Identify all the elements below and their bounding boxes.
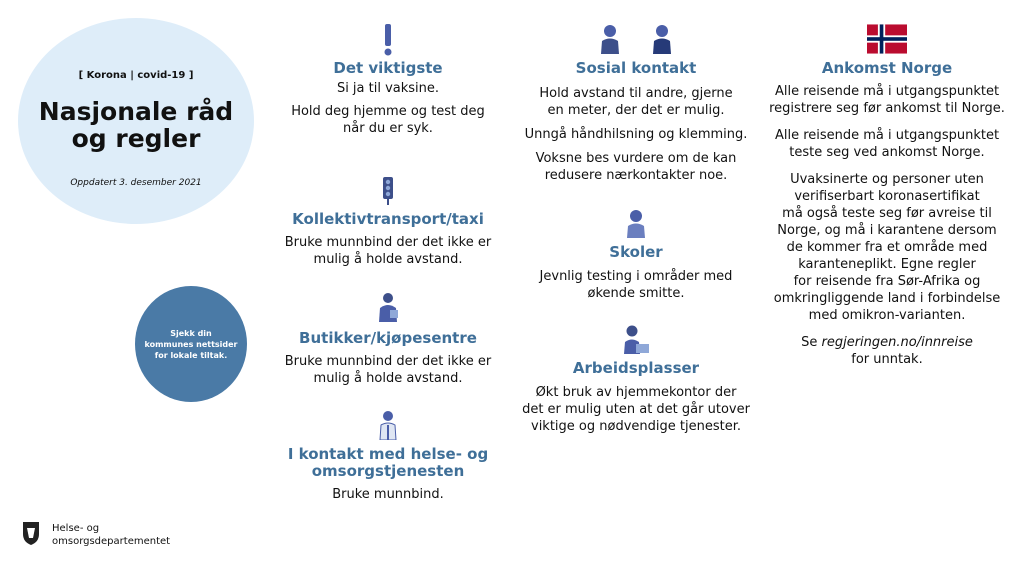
section-text (520, 150, 752, 184)
shopper-icon (282, 292, 494, 322)
section-work (520, 322, 752, 435)
text-line: teste seg ved ankomst Norge. (789, 145, 985, 160)
heading-line: omsorgstjenesten (311, 462, 465, 480)
text-line: Alle reisende må i utgangspunktet (774, 128, 1000, 143)
section-text (762, 127, 1012, 161)
local-note-line3: for lokale tiltak. (154, 350, 228, 360)
student-icon (520, 206, 752, 238)
text-line: for unntak. (851, 352, 923, 367)
section-text (520, 268, 752, 302)
exclamation-icon (282, 22, 494, 56)
section-heading: Skoler (609, 243, 663, 261)
section-arrival (762, 22, 1012, 368)
text-line: verifiserbart koronasertifikat (794, 189, 980, 204)
section-important (282, 22, 494, 137)
text-line: Se (801, 335, 822, 350)
section-text (520, 85, 752, 119)
norway-flag-icon (762, 22, 1012, 54)
text-line: Økt bruk av hjemmekontor der (535, 385, 737, 400)
doctor-icon (282, 410, 494, 440)
section-text: Bruke munnbind. (332, 487, 444, 502)
section-text (282, 103, 494, 137)
section-text: Unngå håndhilsning og klemming. (524, 127, 748, 142)
section-text (520, 384, 752, 435)
ministry-line2: omsorgsdepartementet (52, 536, 171, 547)
section-text (282, 234, 494, 268)
ministry-line1: Helse- og (52, 523, 100, 534)
text-line: Alle reisende må i utgangspunktet (774, 84, 1000, 99)
page-title-line1: Nasjonale råd (38, 97, 234, 126)
two-people-icon (520, 22, 752, 54)
traffic-light-icon (282, 175, 494, 205)
section-heading: Kollektivtransport/taxi (292, 210, 484, 228)
text-line: mulig å holde avstand. (313, 252, 463, 267)
section-heading: Arbeidsplasser (572, 359, 700, 377)
section-text (282, 353, 494, 387)
page-title-line2: og regler (71, 124, 201, 153)
text-line: de kommer fra et område med (786, 240, 988, 255)
section-text: Si ja til vaksine. (336, 81, 440, 96)
section-heading: Sosial kontakt (575, 59, 697, 77)
section-social (520, 22, 752, 184)
text-line: når du er syk. (343, 121, 433, 136)
text-line: redusere nærkontakter noe. (544, 168, 728, 183)
intro-circle (18, 18, 254, 224)
laptop-worker-icon (520, 322, 752, 354)
text-line: Voksne bes vurdere om de kan (535, 151, 737, 166)
text-line: registrere seg før ankomst til Norge. (769, 101, 1005, 116)
section-text (762, 83, 1012, 117)
section-heading: Butikker/kjøpesentre (299, 329, 477, 347)
text-line: viktige og nødvendige tjenester. (531, 419, 741, 434)
page-title (18, 98, 254, 152)
text-line: en meter, der det er mulig. (547, 103, 725, 118)
section-text (762, 334, 1012, 368)
text-line: karanteneplikt. Egne regler (798, 257, 976, 272)
local-note-line1: Sjekk din (170, 328, 212, 338)
ministry-branding (20, 520, 170, 550)
heading-line: I kontakt med helse- og (287, 445, 489, 463)
ministry-name (52, 522, 170, 548)
text-line: Hold deg hjemme og test deg (291, 104, 485, 119)
section-health (282, 410, 494, 503)
updated-date: Oppdatert 3. desember 2021 (70, 178, 202, 188)
section-transit (282, 175, 494, 268)
text-line: det er mulig uten at det går utover (522, 402, 750, 417)
text-line: med omikron-varianten. (808, 308, 966, 323)
local-note-line2: kommunes nettsider (144, 339, 238, 349)
text-line: mulig å holde avstand. (313, 371, 463, 386)
topic-tag: [ Korona | covid-19 ] (78, 70, 194, 81)
text-line: Bruke munnbind der det ikke er (284, 235, 492, 250)
text-line: Jevnlig testing i områder med (539, 269, 733, 284)
text-line: Norge, og må i karantene dersom (777, 223, 997, 238)
section-heading (282, 446, 494, 480)
text-line: Bruke munnbind der det ikke er (284, 354, 492, 369)
section-shops (282, 292, 494, 387)
section-heading: Ankomst Norge (821, 59, 953, 77)
text-line: Hold avstand til andre, gjerne (539, 86, 733, 101)
text-line: Uvaksinerte og personer uten (790, 172, 984, 187)
section-heading: Det viktigste (333, 59, 443, 77)
text-line: økende smitte. (587, 286, 685, 301)
text-line: omkringliggende land i forbindelse (773, 291, 1001, 306)
local-measures-note (135, 286, 247, 402)
section-text (762, 171, 1012, 324)
text-line: må også teste seg før avreise til (782, 206, 992, 221)
travel-link[interactable]: regjeringen.no/innreise (821, 335, 973, 350)
coat-of-arms-icon (20, 520, 42, 550)
section-schools (520, 206, 752, 302)
text-line: for reisende fra Sør-Afrika og (793, 274, 981, 289)
